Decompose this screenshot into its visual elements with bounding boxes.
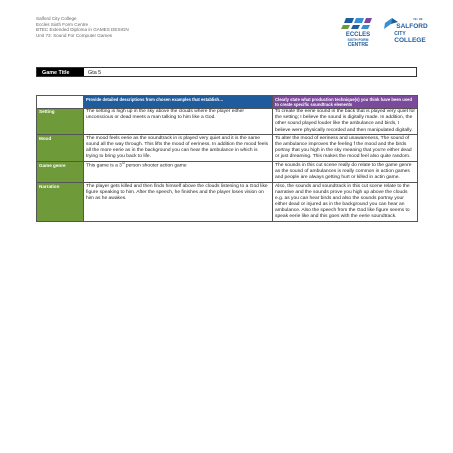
game-genre-technique: The sounds in this cut scene really do relate to the game genre as the sound of ambulances is really common in action games and people are always getting hurt or killed in actin game. (273, 162, 418, 183)
table-row (37, 162, 418, 183)
genre-text-post: person shooter action game (124, 163, 187, 169)
game-title-label: Game Title (37, 68, 84, 76)
header-technique-column: Clearly state what production technique(s) you think have been used to create specific soundtrack elements (273, 96, 418, 109)
header-line-unit: Unit 73: Sound For Computer Games (36, 32, 113, 38)
game-title-value: Gta 5 (88, 70, 102, 76)
salford-logo-line1: SALFORD (396, 23, 428, 30)
eccles-logo-line1: ECCLES (345, 32, 371, 38)
header-line-college: Salford City College (36, 16, 77, 21)
eccles-logo-line2: SIXTH FORM (347, 38, 369, 42)
table-row (37, 108, 418, 135)
game-title-row (36, 67, 417, 77)
table-row (37, 182, 418, 221)
narration-technique: Also, the sounds and soundtrack in this cut scene relate to the narrative and the sounds prove you high up above the clouds e.g. as you can hear birds and also the sounds portray your either dead or injured as in the background you can hear an ambulance. Also the speech from the God like figure seems to speak eerie like and this goes with the eerie soundtrack. (273, 182, 418, 221)
header-description-column: Provide detailed descriptions from chosen examples that establish… (84, 96, 273, 109)
table-row (37, 135, 418, 162)
genre-text-sup: rd (121, 160, 125, 165)
salford-logo-tag: FE / HE (413, 18, 423, 21)
table-header-row (37, 96, 418, 109)
mood-description: The mood feels eerie as the soundtrack in is played very quiet and it is the same sound all the way through. This lifts the mood of eeriness. In addition the mood feels all the more eerie as in the background you can hear the ambulance in which is trying to bring you back to life. (84, 135, 273, 162)
genre-text-pre: This game is a 3 (86, 163, 122, 169)
mood-technique: To alter the mood of eeriness and unawareness, The sound of the ambulance improves the feeling f the mood and the birds portray that you high in the sky meaning that you're either dead or just dreaming. This makes the mood feel also quite random. (273, 135, 418, 162)
header-line-course: BTEC Extended Diploma in GAMES DESIGN (36, 27, 129, 33)
logos (340, 14, 430, 48)
row-label-setting: Setting (37, 108, 84, 135)
salford-logo-line2: CITY (394, 31, 406, 37)
setting-description: The setting is high up in the sky above the clouds where the player either unconscious or dead meets a man talking to him like a God. (84, 108, 273, 135)
narration-description: The player gets killed and then finds himself above the clouds listening to a God like figure speaking to him. After the speech, he finishes and the player loses vision on him as he awakes. (84, 182, 273, 221)
eccles-logo (340, 14, 376, 48)
header-line-centre: Eccles Sixth Form Centre (36, 21, 89, 27)
analysis-table (36, 95, 418, 222)
eccles-logo-line3: CENTRE (347, 42, 369, 48)
salford-logo-line3: COLLEGE (394, 37, 426, 44)
header-corner-cell (37, 96, 84, 109)
row-label-mood: Mood (37, 135, 84, 162)
row-label-game-genre: Game genre (37, 162, 84, 183)
document-header (36, 16, 129, 38)
game-genre-description (84, 162, 273, 183)
setting-technique: To create the eerie sound in the back that is played very quiet for the setting; I believe the sound is digitally made. In addition, the other sound played louder like the ambulance and birds, I believe were physically recorded and then manipulated digitally. (273, 108, 418, 135)
row-label-narration: Narration (37, 182, 84, 221)
salford-city-college-logo (380, 16, 432, 46)
